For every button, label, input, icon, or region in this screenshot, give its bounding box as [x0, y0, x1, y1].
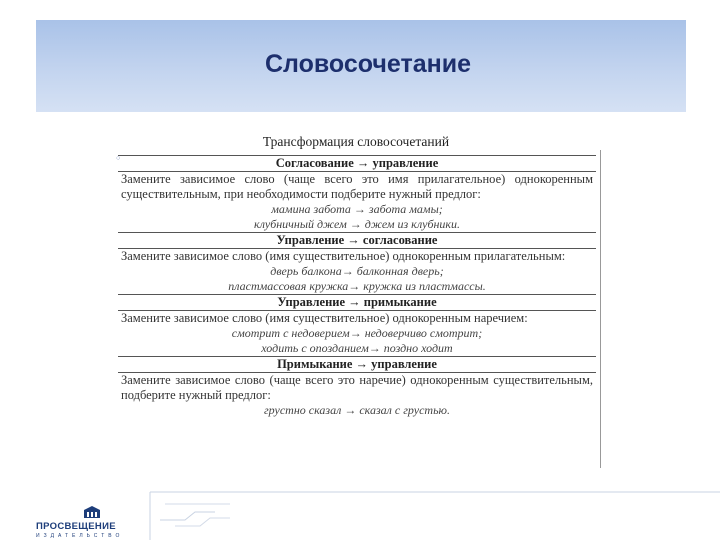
- section-heading: Согласование → управление: [118, 156, 596, 172]
- section-heading: Управление → согласование: [118, 233, 596, 249]
- section-government-to-adjunction: [118, 294, 596, 356]
- section-heading: Примыкание → управление: [118, 357, 596, 373]
- publisher-logo: [36, 505, 123, 539]
- example-line: клубничный джем → джем из клубники.: [253, 217, 461, 231]
- document-image: [96, 125, 626, 470]
- scan-corner-mark: ○: [116, 154, 121, 162]
- section-text: Замените зависимое слово (чаще всего это имя прилагательное) однокоренным существительным, при необходимости подберите нужный предлог:: [121, 172, 593, 201]
- example-line: пластмассовая кружка→ кружка из пластмассы.: [228, 279, 486, 293]
- section-adjunction-to-government: [118, 356, 596, 418]
- example-line: грустно сказал → сказал с грустью.: [264, 403, 450, 417]
- transformation-table: [118, 155, 596, 418]
- document-title: Трансформация словосочетаний: [262, 134, 450, 149]
- logo-subtitle: ИЗДАТЕЛЬСТВО: [36, 533, 124, 539]
- section-text: Замените зависимое слово (имя существительное) однокоренным наречием:: [121, 311, 528, 325]
- example-line: мамина забота → забота мамы;: [271, 202, 443, 216]
- section-heading: Управление → примыкание: [118, 295, 596, 311]
- scan-right-border: [600, 150, 601, 468]
- logo-name: ПРОСВЕЩЕНИЕ: [36, 521, 116, 532]
- slide-title: Словосочетание: [264, 50, 472, 78]
- section-text: Замените зависимое слово (имя существительное) однокоренным прилагательным:: [121, 249, 566, 263]
- section-agreement-to-government: [118, 156, 596, 232]
- example-line: ходить с опозданием→ поздно ходит: [261, 341, 453, 355]
- section-government-to-agreement: [118, 232, 596, 294]
- example-line: дверь балкона→ балконная дверь;: [270, 264, 444, 278]
- example-line: смотрит с недоверием→ недоверчиво смотрит;: [231, 326, 483, 340]
- logo-emblem-icon: [83, 505, 101, 519]
- section-text: Замените зависимое слово (чаще всего это наречие) однокоренным существительным, подберите нужный предлог:: [121, 373, 593, 402]
